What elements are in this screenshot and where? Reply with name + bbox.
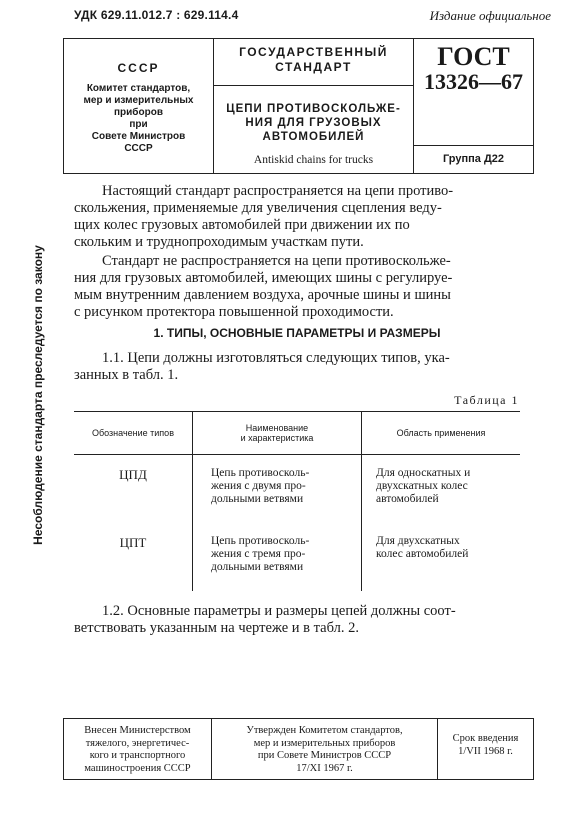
footer-line: мер и измерительных приборов [253,737,396,749]
text-line: ветствовать указанным на чертеже и в табл. 2. [74,620,359,636]
intro-paragraph-1 [74,183,520,251]
committee-line: приборов [114,107,163,118]
text-line: ния для грузовых автомобилей, имеющих шины с регулируе- [74,270,453,286]
cell-name: Цепь противосколь- жения с двумя про- дольными ветвями [193,455,362,524]
committee-name [64,83,213,155]
committee-line: Совете Министров [91,131,186,142]
committee-line: Комитет стандартов, [86,83,191,94]
footer-line: кого и транспортного [89,750,186,761]
text-line: скольжения, применяемые для увеличения сцепления веду- [74,200,442,216]
footer-line: 17/XI 1967 г. [296,762,353,774]
footer-line: тяжелого, энергетичес- [85,737,190,749]
gost-column [414,39,533,173]
header-block [63,38,534,174]
table-row [74,455,520,524]
approved-by [212,719,438,779]
committee-line: мер и измерительных [83,95,194,106]
col-header-name: Наименование и характеристика [193,412,362,455]
committee-line: СССР [124,143,153,154]
cell-use: Для двухскатных колес автомобилей [376,535,469,560]
table-caption: Таблица 1 [454,393,519,407]
gost-label: ГОСТ [437,42,510,71]
side-note-text: Несоблюдение стандарта преследуется по закону [31,245,45,545]
text-line: мым внутренним давлением воздуха, арочные шины и шины [74,287,451,303]
text-line: Стандарт не распространяется на цепи противоскольже- [102,253,451,269]
udk-code: УДК 629.11.012.7 : 629.114.4 [74,8,239,22]
footer-line: при Совете Министров СССР [257,750,392,761]
cell-use: Для односкатных и двухскатных колес автомобилей [376,467,471,505]
title-column [214,39,414,173]
introduced-by [64,719,212,779]
country-label: СССР [117,61,160,75]
standard-type [214,45,413,75]
footer-line: машиностроения СССР [84,762,191,774]
footer-line: 1/VII 1968 г. [458,745,513,757]
edition-label: Издание официальное [429,8,551,23]
effective-date [438,719,533,779]
standard-title [214,102,413,144]
text-line: скольким и труднопроходимым участкам пути. [74,234,364,250]
group-label: Группа Д22 [442,153,505,165]
text-line: занных в табл. 1. [74,367,179,383]
types-table [74,411,520,591]
col-header-use: Область применения [362,412,521,455]
standard-type-line: ГОСУДАРСТВЕННЫЙ [239,45,388,59]
clause-1-1 [74,350,520,384]
footer-line: Внесен Министерством [84,725,191,736]
section-heading: 1. ТИПЫ, ОСНОВНЫЕ ПАРАМЕТРЫ И РАЗМЕРЫ [153,326,441,340]
table-row [74,523,520,591]
text-line: 1.1. Цепи должны изготовляться следующих типов, ука- [102,350,450,366]
text-line: с рисунком протектора повышенной проходимости. [74,304,394,320]
cell-name: Цепь противосколь- жения с тремя про- дольными ветвями [193,523,362,591]
title-line: АВТОМОБИЛЕЙ [262,131,365,143]
side-note [18,235,58,555]
footer-block [63,718,534,780]
title-line: НИЯ ДЛЯ ГРУЗОВЫХ [245,117,382,129]
intro-paragraph-2 [74,253,520,321]
text-line: Настоящий стандарт распространяется на цепи противо- [102,183,454,199]
text-line: щих колес грузовых автомобилей при движении их по [74,217,410,233]
col-header-type: Обозначение типов [74,412,193,455]
gost-number: 13326—67 [424,69,523,94]
title-line: ЦЕПИ ПРОТИВОСКОЛЬЖЕ- [226,103,401,115]
cell-type: ЦПТ [74,523,193,591]
text-line: 1.2. Основные параметры и размеры цепей должны соот- [102,603,456,619]
table-header-row [74,412,520,455]
committee-line: при [129,119,148,130]
footer-line: Утвержден Комитетом стандартов, [246,725,403,736]
footer-line: Срок введения [452,733,519,744]
clause-1-2 [74,603,520,637]
cell-type: ЦПД [74,455,193,524]
title-english: Antiskid chains for trucks [253,154,374,166]
standard-type-line: СТАНДАРТ [275,60,352,74]
issuer-column [64,39,214,173]
